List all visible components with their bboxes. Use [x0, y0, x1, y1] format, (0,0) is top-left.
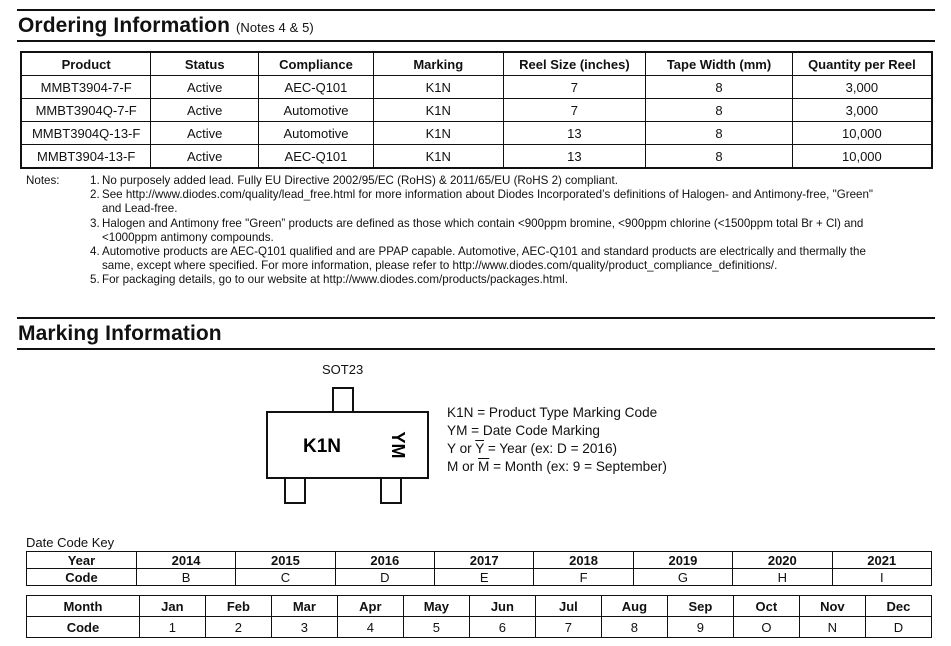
cell-product: MMBT3904Q-13-F — [21, 122, 151, 145]
month-cell: Jul — [535, 596, 601, 617]
cell-reel-size: 7 — [503, 99, 646, 122]
marking-title: Marking Information — [18, 322, 222, 345]
year-code-cell: F — [534, 569, 633, 586]
year-label: Year — [27, 552, 137, 569]
note-text-cont: same, except where specified. For more information, please refer to http://www.diodes.com/quality/product_compliance_definitions/. — [102, 259, 778, 273]
top-lead — [333, 388, 353, 412]
note-text: Halogen and Antimony free "Green” products are defined as those which contain <900ppm bromine, <900ppm chlorine (<1500ppm total Br + Cl) and — [102, 216, 864, 230]
cell-marking: K1N — [373, 76, 503, 99]
cell-tape-width: 8 — [646, 122, 793, 145]
legend-year-a: Y or — [447, 441, 476, 456]
month-cell: Nov — [799, 596, 865, 617]
header-status: Status — [151, 52, 259, 76]
package-label: SOT23 — [322, 362, 364, 377]
chip-code-text: YM — [388, 431, 408, 459]
cell-reel-size: 13 — [503, 122, 646, 145]
header-quantity: Quantity per Reel — [792, 52, 932, 76]
month-cell: Jun — [469, 596, 535, 617]
month-cell: Aug — [601, 596, 667, 617]
month-code-cell: 8 — [601, 617, 667, 638]
cell-product: MMBT3904-7-F — [21, 76, 151, 99]
cell-status: Active — [151, 122, 259, 145]
ordering-title-note: (Notes 4 & 5) — [235, 20, 314, 35]
month-code-cell: D — [865, 617, 931, 638]
header-product: Product — [21, 52, 151, 76]
cell-product: MMBT3904Q-7-F — [21, 99, 151, 122]
cell-compliance: Automotive — [259, 122, 374, 145]
header-compliance: Compliance — [259, 52, 374, 76]
note-number: 1. — [90, 174, 100, 187]
month-cell: Oct — [733, 596, 799, 617]
year-cell: 2019 — [633, 552, 732, 569]
month-code-cell: 1 — [139, 617, 205, 638]
ordering-header-row — [21, 52, 932, 76]
header-reel-size: Reel Size (inches) — [503, 52, 646, 76]
cell-status: Active — [151, 99, 259, 122]
note-item — [90, 273, 950, 287]
month-code-cell: 9 — [667, 617, 733, 638]
date-code-key-label: Date Code Key — [26, 535, 115, 550]
note-text-cont: and Lead-free. — [102, 202, 178, 216]
header-marking: Marking — [373, 52, 503, 76]
year-code-table — [26, 551, 932, 586]
year-code-cell: G — [633, 569, 732, 586]
note-item — [90, 245, 950, 273]
cell-status: Active — [151, 145, 259, 169]
note-number: 4. — [90, 245, 100, 259]
cell-marking: K1N — [373, 122, 503, 145]
month-cell: Mar — [271, 596, 337, 617]
month-code-cell: 4 — [337, 617, 403, 638]
year-code-cell: C — [236, 569, 335, 586]
year-cell: 2016 — [335, 552, 434, 569]
month-cell: Feb — [205, 596, 271, 617]
notes-list — [90, 174, 950, 288]
note-text: See http://www.diodes.com/quality/lead_free.html for more information about Diodes Incorporated’s definitions of Halogen- and Antimony-free, "Green" — [102, 188, 874, 202]
month-code-table — [26, 595, 932, 638]
note-text: No purposely added lead. Fully EU Directive 2002/95/EC (RoHS) & 2011/65/EU (RoHS 2) compliant. — [102, 174, 618, 187]
cell-product: MMBT3904-13-F — [21, 145, 151, 169]
year-row — [27, 552, 932, 569]
chip-mark-text: K1N — [302, 436, 342, 457]
year-code-cell: E — [435, 569, 534, 586]
year-cell: 2018 — [534, 552, 633, 569]
month-code-cell: 5 — [403, 617, 469, 638]
cell-status: Active — [151, 76, 259, 99]
cell-tape-width: 8 — [646, 145, 793, 169]
ordering-table — [20, 51, 933, 169]
table-row — [21, 145, 932, 169]
month-code-cell: 2 — [205, 617, 271, 638]
note-text: For packaging details, go to our website at http://www.diodes.com/products/packages.html. — [102, 273, 568, 287]
legend-month-c: = Month (ex: 9 = September) — [489, 459, 667, 474]
cell-marking: K1N — [373, 145, 503, 169]
notes-label: Notes: — [26, 174, 60, 187]
legend-line-product: K1N = Product Type Marking Code — [447, 405, 658, 420]
legend-month-overline: $\overline{M}$ — [477, 459, 490, 474]
year-code-cell: B — [136, 569, 235, 586]
table-row — [21, 99, 932, 122]
legend-line-year — [447, 440, 667, 458]
year-code-row — [27, 569, 932, 586]
cell-quantity: 10,000 — [792, 122, 932, 145]
cell-marking: K1N — [373, 99, 503, 122]
top-rule — [17, 9, 935, 11]
cell-quantity: 3,000 — [792, 76, 932, 99]
month-row — [27, 596, 932, 617]
month-cell: Apr — [337, 596, 403, 617]
month-code-cell: 3 — [271, 617, 337, 638]
code-label: Code — [27, 569, 137, 586]
bottom-left-lead — [285, 478, 305, 503]
month-code-cell: 7 — [535, 617, 601, 638]
ordering-title-underline — [17, 40, 935, 42]
cell-compliance: AEC-Q101 — [259, 76, 374, 99]
cell-reel-size: 7 — [503, 76, 646, 99]
note-number: 2. — [90, 188, 100, 202]
month-cell: May — [403, 596, 469, 617]
year-cell: 2020 — [733, 552, 832, 569]
year-code-cell: H — [733, 569, 832, 586]
month-code-cell: N — [799, 617, 865, 638]
marking-top-rule — [17, 317, 935, 319]
month-cell: Dec — [865, 596, 931, 617]
cell-tape-width: 8 — [646, 76, 793, 99]
note-number: 3. — [90, 216, 100, 230]
month-code-cell: 6 — [469, 617, 535, 638]
legend-line-date: YM = Date Code Marking — [447, 423, 600, 438]
marking-legend — [447, 404, 667, 476]
legend-line-month — [447, 458, 667, 476]
code-label: Code — [27, 617, 140, 638]
legend-month-a: M or — [447, 459, 478, 474]
marking-title-underline — [17, 348, 935, 350]
note-number: 5. — [90, 273, 100, 287]
sot23-package-diagram — [260, 385, 440, 510]
bottom-right-lead — [381, 478, 401, 503]
note-item — [90, 188, 950, 216]
legend-year-overline: $\overline{Y}$ — [475, 441, 485, 456]
cell-compliance: AEC-Q101 — [259, 145, 374, 169]
cell-quantity: 10,000 — [792, 145, 932, 169]
month-code-row — [27, 617, 932, 638]
year-cell: 2017 — [435, 552, 534, 569]
year-code-cell: D — [335, 569, 434, 586]
month-cell: Jan — [139, 596, 205, 617]
month-code-cell: O — [733, 617, 799, 638]
note-text: Automotive products are AEC-Q101 qualified and are PPAP capable. Automotive, AEC-Q101 and standard products are electrically and thermally the — [102, 245, 866, 259]
cell-quantity: 3,000 — [792, 99, 932, 122]
note-item — [90, 217, 950, 245]
month-cell: Sep — [667, 596, 733, 617]
year-cell: 2014 — [136, 552, 235, 569]
ordering-title — [18, 14, 314, 38]
month-label: Month — [27, 596, 140, 617]
table-row — [21, 122, 932, 145]
cell-tape-width: 8 — [646, 99, 793, 122]
year-cell: 2015 — [236, 552, 335, 569]
header-tape-width: Tape Width (mm) — [646, 52, 793, 76]
note-item — [90, 174, 950, 188]
note-text-cont: <1000ppm antimony compounds. — [102, 230, 274, 244]
cell-reel-size: 13 — [503, 145, 646, 169]
year-cell: 2021 — [832, 552, 932, 569]
table-row — [21, 76, 932, 99]
ordering-title-text: Ordering Information — [18, 14, 230, 37]
legend-year-c: = Year (ex: D = 2016) — [484, 441, 618, 456]
cell-compliance: Automotive — [259, 99, 374, 122]
year-code-cell: I — [832, 569, 932, 586]
